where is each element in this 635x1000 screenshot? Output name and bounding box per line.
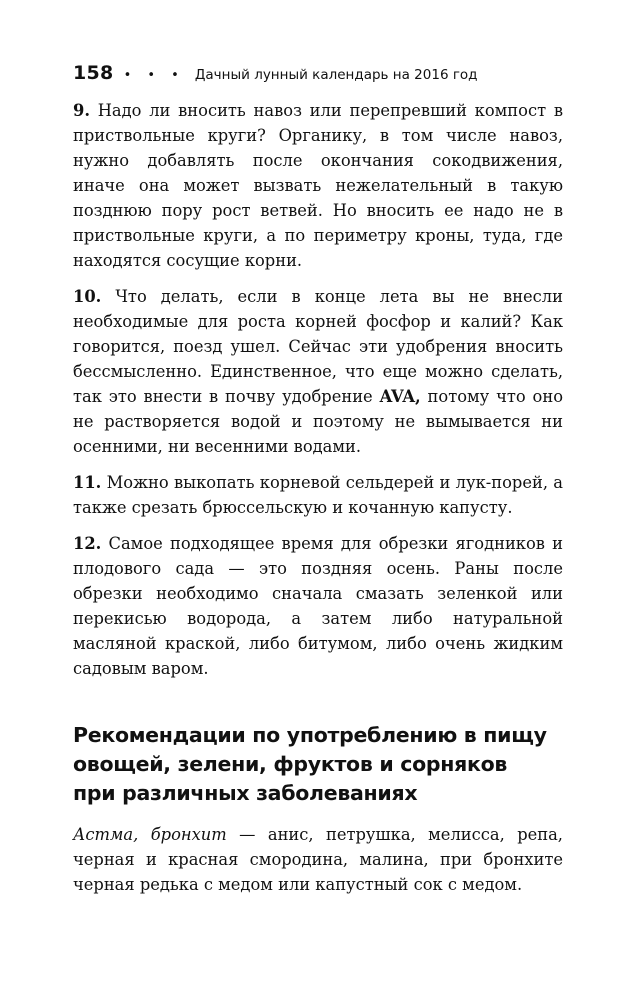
paragraph-number: 10. [73,287,102,306]
header-dots: • • • [123,68,185,83]
paragraph-9 [73,98,563,273]
paragraph-text: Можно выкопать корневой сельдерей и лук-порей, а также срезать брюссельскую и кочанную капусту. [73,473,563,517]
entry-term: Астма, бронхит [73,825,227,844]
paragraph-text: Надо ли вносить навоз или перепревший компост в приствольные круги? Органику, в том числе навоз, нужно добавлять после окончания сокодвижения, иначе она может вызвать нежелательный в такую позднюю пору рост ветвей. Но вносить ее надо не в приствольные круги, а по периметру кроны, туда, где находятся сосущие корни. [73,101,563,270]
fertilizer-name: AVA, [379,387,421,406]
paragraph-text-end: потому что оно не растворяется водой и поэтому не вымывается ни осенними, ни весенними водами. [73,387,564,456]
entry-asthma [73,822,563,897]
paragraph-12 [73,531,563,681]
paragraph-number: 11. [73,473,102,492]
section-heading [73,721,563,808]
running-header [73,62,563,84]
paragraph-number: 12. [73,534,102,553]
heading-line: овощей, зелени, фруктов и сорняков [73,752,508,776]
heading-line: при различных заболеваниях [73,781,418,805]
paragraph-text: Что делать, если в конце лета вы не внесли необходимые для роста корней фосфор и калий? Как говорится, поезд ушел. Сейчас эти удобрения вносить бессмысленно. Единственное, что еще можно сделать, так это внести в почву удобрение [73,287,563,406]
paragraph-11 [73,470,563,520]
paragraph-text: Самое подходящее время для обрезки ягодников и плодового сада — это поздняя осень. Раны после обрезки необходимо сначала смазать зеленкой или перекисью водорода, а затем либо натуральной масляной краской, либо битумом, либо очень жидким садовым варом. [73,534,563,678]
page-number: 158 [73,62,114,84]
paragraph-10 [73,284,563,459]
running-title: Дачный лунный календарь на 2016 год [194,67,478,83]
paragraph-number: 9. [73,101,90,120]
entry-text: — анис, петрушка, мелисса, репа, черная и красная смородина, малина, при бронхите черная редька с медом или капустный сок с медом. [73,825,563,894]
book-page [73,62,563,908]
heading-line: Рекомендации по употреблению в пищу [73,723,547,747]
